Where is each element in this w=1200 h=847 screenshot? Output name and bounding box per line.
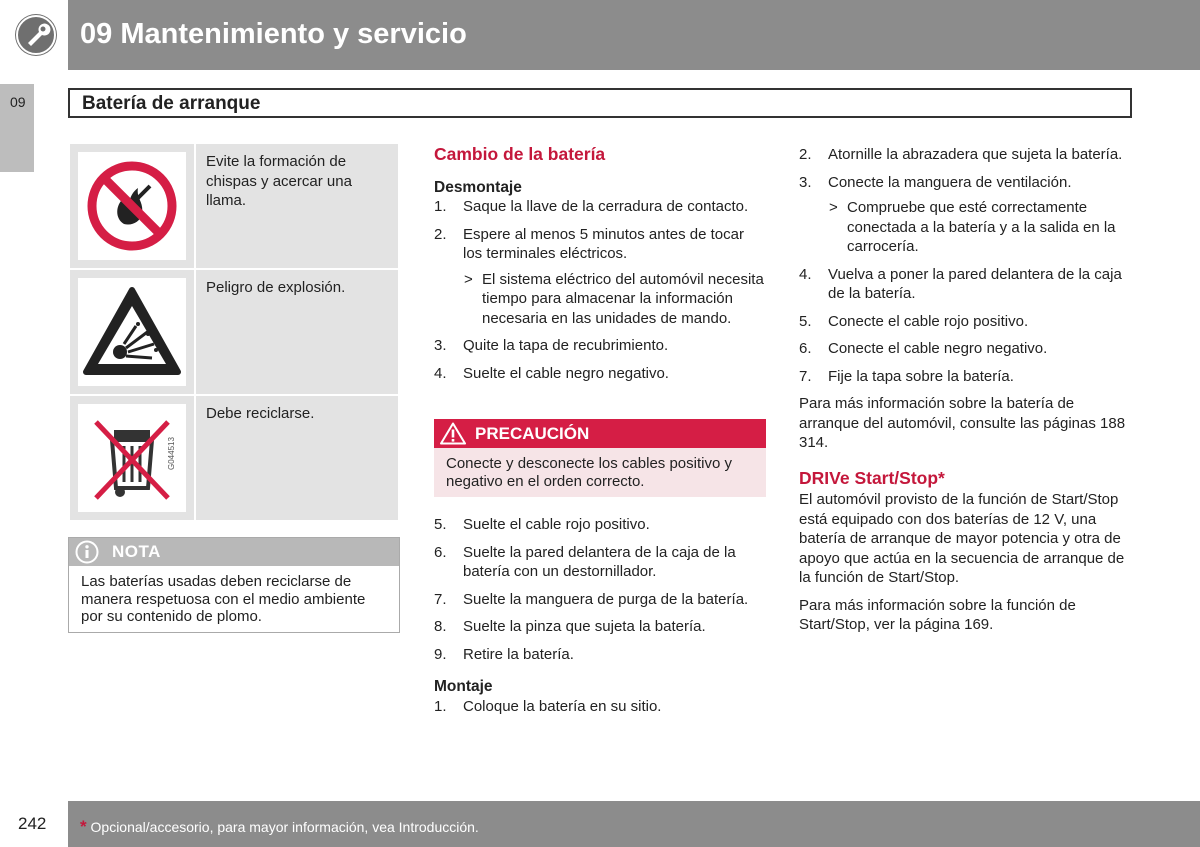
heading-drive-start-stop: DRIVe Start/Stop* xyxy=(799,467,945,488)
column-right xyxy=(799,137,1133,635)
list-item: 3. Quite la tapa de recubrimiento. xyxy=(434,337,669,354)
section-title-box xyxy=(68,88,1132,118)
warning-triangle-icon xyxy=(440,422,466,445)
list-item: 7. Suelte la manguera de purga de la batería. xyxy=(434,590,749,608)
symbol-row xyxy=(70,396,398,522)
paragraph: Para más información sobre la batería de arranque del automóvil, consulte las páginas 188 314. xyxy=(799,395,1126,451)
note-box xyxy=(68,537,400,633)
info-icon xyxy=(75,540,99,564)
column-middle-lower xyxy=(434,507,766,716)
list-item: 4. Vuelva a poner la pared delantera de la caja de la batería. xyxy=(799,265,1122,302)
list-item: 3. Conecte la manguera de ventilación. xyxy=(799,173,1072,191)
footnote-star: * xyxy=(80,817,87,836)
symbol-row xyxy=(70,144,398,270)
figure-code: G044513 xyxy=(167,437,176,470)
caution-body: Conecte y desconecte los cables positivo y negativo en el orden correcto. xyxy=(446,455,732,490)
footnote-text: Opcional/accesorio, para mayor información, vea Introducción. xyxy=(90,819,479,835)
list-item: 7. Fije la tapa sobre la batería. xyxy=(799,367,1014,385)
list-item: 6. Conecte el cable negro negativo. xyxy=(799,340,1048,357)
note-body: Las baterías usadas deben reciclarse de manera respetuosa con el medio ambiente por su contenido de plomo. xyxy=(81,573,366,625)
chapter-side-tab-label: 09 xyxy=(10,94,26,110)
list-item: 9. Retire la batería. xyxy=(434,645,574,663)
list-item: 5. Suelte el cable rojo positivo. xyxy=(434,516,650,533)
footnote xyxy=(80,817,479,837)
list-item: 6. Suelte la pared delantera de la caja de la batería con un destornillador. xyxy=(434,543,736,580)
sub-list-item: > Compruebe que esté correctamente conectada a la batería y a la salida en la carrocería. xyxy=(829,199,1116,255)
subheading-desmontaje: Desmontaje xyxy=(434,178,522,196)
page-header xyxy=(0,0,1200,70)
list-item: 8. Suelte la pinza que sujeta la batería. xyxy=(434,618,706,635)
symbol-text: Evite la formación de chispas y acercar una llama. xyxy=(206,153,352,209)
list-item: 2. Atornille la abrazadera que sujeta la batería. xyxy=(799,146,1123,163)
symbols-table xyxy=(70,144,398,522)
no-flame-icon xyxy=(78,152,186,260)
paragraph: Para más información sobre la función de Start/Stop, ver la página 169. xyxy=(799,596,1076,633)
symbol-text: Peligro de explosión. xyxy=(206,279,346,296)
symbol-row xyxy=(70,270,398,396)
section-title: Batería de arranque xyxy=(82,93,261,114)
page-number: 242 xyxy=(18,814,47,833)
wrench-icon xyxy=(15,14,57,56)
list-item: 5. Conecte el cable rojo positivo. xyxy=(799,312,1029,330)
caution-title: PRECAUCIÓN xyxy=(475,424,590,443)
chapter-title: 09 Mantenimiento y servicio xyxy=(80,18,467,50)
symbol-text: Debe reciclarse. xyxy=(206,405,315,422)
sub-list-item: > El sistema eléctrico del automóvil necesita tiempo para almacenar la información necesaria en las unidades de mando. xyxy=(464,270,764,327)
list-item: 1. Coloque la batería en su sitio. xyxy=(434,697,662,715)
explosion-warning-icon xyxy=(78,278,186,386)
heading-cambio: Cambio de la batería xyxy=(434,144,606,164)
list-item: 1. Saque la llave de la cerradura de contacto. xyxy=(434,198,749,215)
chapter-side-tab xyxy=(0,84,34,172)
list-item: 2. Espere al menos 5 minutos antes de tocar los terminales eléctricos. xyxy=(434,225,744,262)
column-middle xyxy=(434,145,766,383)
note-title: NOTA xyxy=(112,542,161,561)
list-item: 4. Suelte el cable negro negativo. xyxy=(434,364,669,382)
paragraph: El automóvil provisto de la función de Start/Stop está equipado con dos baterías de 12 V, una batería de arranque de mayor potencia y otra de apoyo que actúa en la secuencia de arranque de la función de Start/Stop. xyxy=(799,491,1125,586)
caution-box xyxy=(434,419,766,497)
subheading-montaje: Montaje xyxy=(434,678,493,695)
